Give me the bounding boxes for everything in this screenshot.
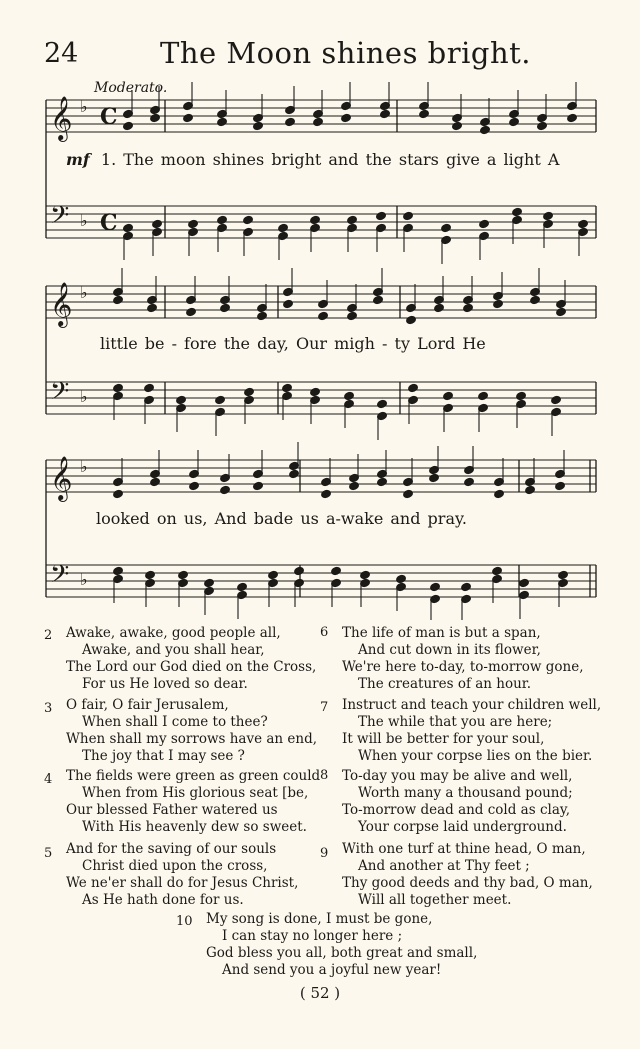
- verse-line: To-day you may be alive and well,: [342, 768, 573, 784]
- note-head: [217, 117, 228, 127]
- flat-sign-icon: ♭: [80, 570, 88, 589]
- note-head: [558, 570, 569, 580]
- verse-line: To-morrow dead and cold as clay,: [342, 802, 571, 818]
- note-head: [380, 109, 391, 119]
- verse-line: Worth many a thousand pound;: [358, 785, 573, 801]
- note-head: [253, 481, 264, 491]
- note-head: [278, 223, 289, 233]
- note-head: [452, 121, 463, 131]
- flat-sign-icon: ♭: [80, 211, 88, 230]
- treble-clef-icon: 𝄞: [50, 456, 73, 500]
- note-head: [283, 299, 294, 309]
- note-head: [253, 121, 264, 131]
- note-head: [220, 303, 231, 313]
- note-head: [479, 219, 490, 229]
- note-head: [215, 395, 226, 405]
- note-head: [237, 582, 248, 592]
- note-head: [360, 570, 371, 580]
- note-head: [377, 399, 388, 409]
- verse-number: 10: [176, 914, 193, 929]
- note-head: [310, 387, 321, 397]
- verse-line: I can stay no longer here ;: [222, 928, 403, 944]
- note-head: [464, 477, 475, 487]
- note-head: [123, 121, 134, 131]
- note-head: [147, 303, 158, 313]
- note-head: [478, 391, 489, 401]
- note-head: [244, 387, 255, 397]
- verse-line: And another at Thy feet ;: [358, 858, 530, 874]
- note-head: [310, 215, 321, 225]
- verse-line: Our blessed Father watered us: [66, 802, 278, 818]
- verse-line: The while that you are here;: [358, 714, 553, 730]
- verse-number: 5: [44, 846, 53, 861]
- note-head: [512, 207, 523, 217]
- note-head: [480, 125, 491, 135]
- verse-line: Awake, awake, good people all,: [66, 625, 281, 641]
- flat-sign-icon: ♭: [80, 283, 88, 302]
- note-head: [578, 219, 589, 229]
- verse-line: My song is done, I must be gone,: [206, 911, 433, 927]
- note-head: [347, 215, 358, 225]
- note-head: [525, 485, 536, 495]
- note-head: [217, 215, 228, 225]
- bass-clef-icon: 𝄢: [50, 201, 70, 236]
- note-head: [349, 481, 360, 491]
- note-head: [150, 477, 161, 487]
- note-head: [331, 566, 342, 576]
- lyric-line-2: little be - fore the day, Our migh - ty Lord He: [100, 334, 486, 353]
- verse-line: Thy good deeds and thy bad, O man,: [342, 875, 593, 891]
- verse-line: Instruct and teach your children well,: [342, 697, 602, 713]
- note-head: [289, 469, 300, 479]
- common-time-icon: C: [100, 104, 118, 130]
- note-head: [441, 223, 452, 233]
- note-head: [430, 582, 441, 592]
- note-head: [377, 477, 388, 487]
- note-head: [220, 485, 231, 495]
- note-head: [152, 219, 163, 229]
- flat-sign-icon: ♭: [80, 457, 88, 476]
- note-head: [373, 295, 384, 305]
- note-head: [113, 383, 124, 393]
- note-head: [282, 383, 293, 393]
- note-head: [408, 383, 419, 393]
- note-head: [189, 481, 200, 491]
- note-head: [243, 215, 254, 225]
- treble-clef-icon: 𝄞: [50, 282, 73, 326]
- verse-number: 6: [320, 625, 329, 640]
- verse-line: And send you a joyful new year!: [222, 962, 442, 978]
- note-head: [429, 473, 440, 483]
- note-head: [461, 582, 472, 592]
- note-head: [537, 121, 548, 131]
- note-head: [113, 295, 124, 305]
- hymn-number: 24: [44, 38, 79, 69]
- note-head: [294, 566, 305, 576]
- note-head: [204, 578, 215, 588]
- note-head: [406, 315, 417, 325]
- verse-line: O fair, O fair Jerusalem,: [66, 697, 229, 713]
- lyric-line-3: looked on us, And bade us a-wake and pray.: [96, 509, 467, 528]
- note-head: [493, 299, 504, 309]
- note-head: [516, 391, 527, 401]
- note-head: [463, 303, 474, 313]
- note-head: [123, 223, 134, 233]
- verse-line: The Lord our God died on the Cross,: [66, 659, 317, 675]
- note-head: [443, 391, 454, 401]
- verse-line: Christ died upon the cross,: [82, 858, 268, 874]
- note-head: [176, 395, 187, 405]
- flat-sign-icon: ♭: [80, 97, 88, 116]
- verse-line: The life of man is but a span,: [342, 625, 541, 641]
- note-head: [555, 481, 566, 491]
- verse-line: When your corpse lies on the bier.: [358, 748, 593, 764]
- verse-line: The fields were green as green could: [66, 768, 321, 784]
- note-head: [321, 489, 332, 499]
- bass-clef-icon: 𝄢: [50, 560, 70, 595]
- note-head: [145, 570, 156, 580]
- verse-line: We're here to-day, to-morrow gone,: [342, 659, 584, 675]
- note-head: [492, 566, 503, 576]
- note-head: [567, 113, 578, 123]
- dynamic-marking: mf: [66, 150, 90, 169]
- tempo-marking: Moderato.: [94, 80, 168, 96]
- verse-line: When shall my sorrows have an end,: [66, 731, 318, 747]
- verse-number: 8: [320, 768, 329, 783]
- treble-clef-icon: 𝄞: [50, 96, 73, 140]
- note-head: [113, 566, 124, 576]
- note-head: [341, 113, 352, 123]
- note-head: [318, 311, 329, 321]
- note-head: [403, 489, 414, 499]
- page-number: ( 52 ): [299, 984, 341, 1002]
- verse-line: God bless you all, both great and small,: [206, 945, 478, 961]
- note-head: [188, 219, 199, 229]
- lyric-line-1: [66, 150, 559, 169]
- note-head: [519, 578, 530, 588]
- note-head: [285, 117, 296, 127]
- note-head: [178, 570, 189, 580]
- verse-line: When from His glorious seat [be,: [82, 785, 309, 801]
- note-head: [347, 311, 358, 321]
- note-head: [434, 303, 445, 313]
- verse-line: With His heavenly dew so sweet.: [82, 819, 307, 835]
- verse-line: As He hath done for us.: [82, 892, 244, 908]
- note-head: [543, 211, 554, 221]
- verse-line: And for the saving of our souls: [66, 841, 277, 857]
- note-head: [113, 489, 124, 499]
- verse-number: 2: [44, 628, 53, 643]
- verse-line: For us He loved so dear.: [82, 676, 248, 692]
- note-head: [551, 395, 562, 405]
- note-head: [186, 307, 197, 317]
- note-head: [257, 311, 268, 321]
- note-head: [344, 391, 355, 401]
- verse-number: 3: [44, 701, 53, 716]
- note-head: [530, 295, 541, 305]
- common-time-icon: C: [100, 210, 118, 236]
- note-head: [494, 489, 505, 499]
- bass-clef-icon: 𝄢: [50, 377, 70, 412]
- lyric-text: 1. The moon shines bright and the stars give a light A: [100, 150, 560, 169]
- note-head: [509, 117, 520, 127]
- verse-number: 9: [320, 846, 329, 861]
- verse-line: When shall I come to thee?: [82, 714, 268, 730]
- verse-line: We ne'er shall do for Jesus Christ,: [66, 875, 299, 891]
- flat-sign-icon: ♭: [80, 387, 88, 406]
- note-head: [396, 574, 407, 584]
- verse-line: The creatures of an hour.: [358, 676, 532, 692]
- note-head: [419, 109, 430, 119]
- note-head: [313, 117, 324, 127]
- note-head: [403, 211, 414, 221]
- verse-line: With one turf at thine head, O man,: [342, 841, 586, 857]
- verse-line: Your corpse laid underground.: [358, 819, 567, 835]
- note-head: [556, 307, 567, 317]
- verse-line: The joy that I may see ?: [82, 748, 245, 764]
- verse-line: And cut down in its flower,: [358, 642, 541, 658]
- note-head: [150, 113, 161, 123]
- verse-line: Awake, and you shall hear,: [82, 642, 265, 658]
- verse-line: It will be better for your soul,: [342, 731, 545, 747]
- note-head: [376, 211, 387, 221]
- verse-number: 7: [320, 700, 329, 715]
- note-head: [268, 570, 279, 580]
- hymn-title: The Moon shines bright.: [160, 36, 531, 70]
- note-head: [144, 383, 155, 393]
- verse-number: 4: [44, 772, 53, 787]
- verse-line: Will all together meet.: [358, 892, 512, 908]
- note-head: [183, 113, 194, 123]
